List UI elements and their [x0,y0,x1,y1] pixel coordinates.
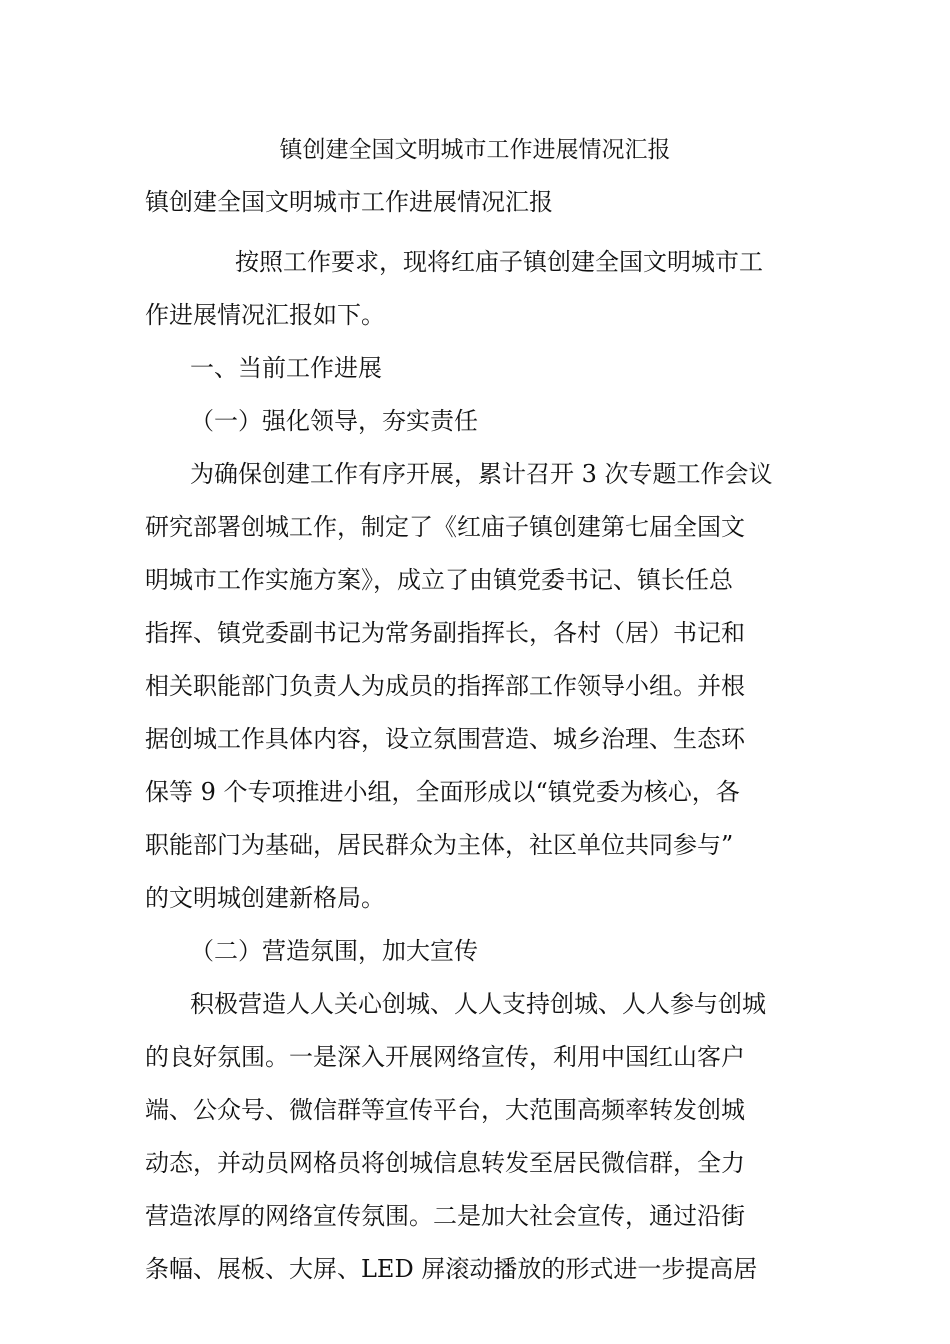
paragraph-line: 的文明城创建新格局。 [145,884,385,912]
document-title: 镇创建全国文明城市工作进展情况汇报 [279,137,671,163]
paragraph-line: 研究部署创城工作，制定了《红庙子镇创建第七届全国文 [145,513,745,541]
subsection-heading: （二）营造氛围，加大宣传 [190,937,478,965]
section-heading: 一、当前工作进展 [190,354,382,382]
paragraph-line: 积极营造人人关心创城、人人支持创城、人人参与创城 [190,990,766,1018]
paragraph-line: 动态，并动员网格员将创城信息转发至居民微信群，全力 [145,1149,745,1177]
paragraph-line: 保等 9 个专项推进小组，全面形成以“镇党委为核心，各 [145,778,740,806]
paragraph-line: 的良好氛围。一是深入开展网络宣传，利用中国红山客户 [145,1043,745,1071]
document-subtitle: 镇创建全国文明城市工作进展情况汇报 [145,188,553,216]
paragraph-line: 职能部门为基础，居民群众为主体，社区单位共同参与” [145,831,734,859]
paragraph-line: 据创城工作具体内容，设立氛围营造、城乡治理、生态环 [145,725,745,753]
paragraph-line: 作进展情况汇报如下。 [145,301,385,329]
paragraph-line: 指挥、镇党委副书记为常务副指挥长，各村（居）书记和 [145,619,745,647]
paragraph-line: 条幅、展板、大屏、LED 屏滚动播放的形式进一步提高居 [145,1255,758,1283]
paragraph-line: 明城市工作实施方案》，成立了由镇党委书记、镇长任总 [145,566,733,594]
subsection-heading: （一）强化领导，夯实责任 [190,407,478,435]
paragraph-line: 端、公众号、微信群等宣传平台，大范围高频率转发创城 [145,1096,745,1124]
paragraph-line: 为确保创建工作有序开展，累计召开 3 次专题工作会议 [190,460,773,488]
paragraph-line: 营造浓厚的网络宣传氛围。二是加大社会宣传，通过沿街 [145,1202,745,1230]
paragraph-line: 按照工作要求，现将红庙子镇创建全国文明城市工 [235,248,763,276]
document-body [145,180,807,1296]
paragraph-line: 相关职能部门负责人为成员的指挥部工作领导小组。并根 [145,672,745,700]
